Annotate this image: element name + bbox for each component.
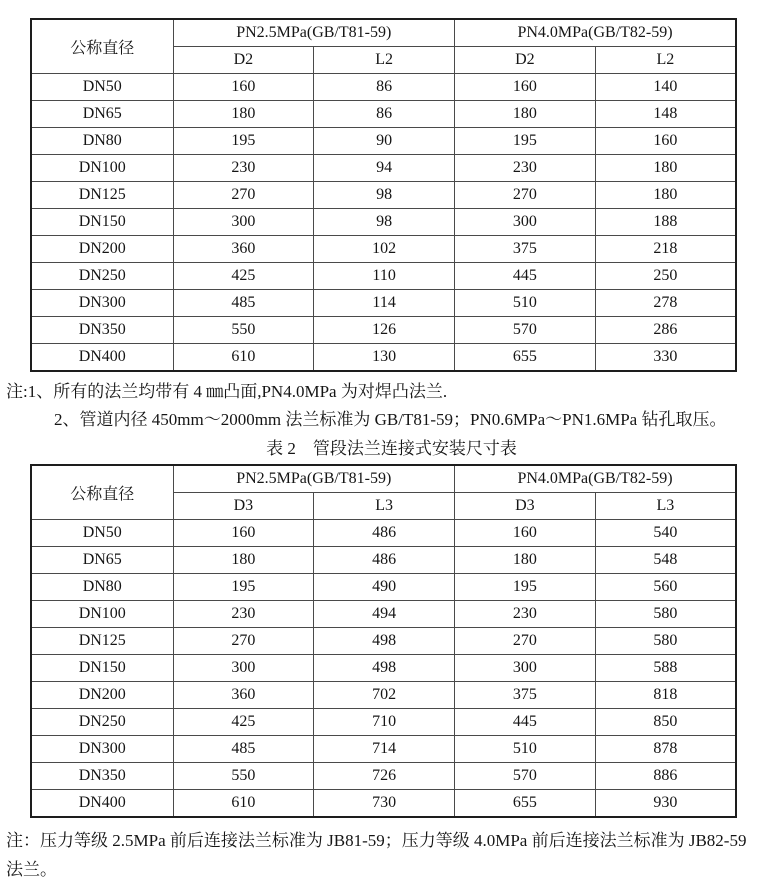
table-row — [31, 520, 736, 547]
dimension-value-cell: 160 — [455, 74, 596, 101]
dimension-value-cell: 300 — [455, 655, 596, 682]
dimension-value-cell: 710 — [314, 709, 455, 736]
dimension-value-cell: 230 — [455, 155, 596, 182]
dimension-value-cell: 818 — [595, 682, 736, 709]
dimension-value-cell: 886 — [595, 763, 736, 790]
nominal-diameter-cell: DN250 — [31, 709, 173, 736]
table-row — [31, 763, 736, 790]
dimension-value-cell: 486 — [314, 547, 455, 574]
dimension-value-cell: 714 — [314, 736, 455, 763]
dimension-value-cell: 548 — [595, 547, 736, 574]
dimension-value-cell: 218 — [595, 236, 736, 263]
dimension-value-cell: 330 — [595, 344, 736, 372]
dimension-value-cell: 878 — [595, 736, 736, 763]
dimension-value-cell: 180 — [455, 547, 596, 574]
dimension-value-cell: 588 — [595, 655, 736, 682]
dimension-value-cell: 610 — [173, 344, 314, 372]
table2-note: 注：压力等级 2.5MPa 前后连接法兰标准为 JB81-59；压力等级 4.0MPa 前后连接法兰标准为 JB82-59 法兰。 — [6, 831, 747, 879]
flange-dimension-table-1 — [30, 18, 737, 372]
table-row — [31, 682, 736, 709]
table2-title: 表 2 管段法兰连接式安装尺寸表 — [266, 439, 517, 458]
table1-note-line-1: 注:1、所有的法兰均带有 4 ㎜凸面,PN4.0MPa 为对焊凸法兰. — [6, 382, 448, 401]
dimension-value-cell: 850 — [595, 709, 736, 736]
dimension-value-cell: 188 — [595, 209, 736, 236]
table2-header-row-1 — [31, 465, 736, 493]
table-row — [31, 574, 736, 601]
nominal-diameter-cell: DN65 — [31, 547, 173, 574]
table2-group-header-pn40: PN4.0MPa(GB/T82-59) — [455, 465, 737, 493]
dimension-value-cell: 250 — [595, 263, 736, 290]
dimension-value-cell: 270 — [455, 628, 596, 655]
dimension-value-cell: 610 — [173, 790, 314, 818]
table2-group-header-pn25: PN2.5MPa(GB/T81-59) — [173, 465, 455, 493]
dimension-value-cell: 195 — [173, 574, 314, 601]
nominal-diameter-cell: DN200 — [31, 236, 173, 263]
table1-subheader-l2-pn40: L2 — [595, 47, 736, 74]
dimension-value-cell: 580 — [595, 601, 736, 628]
dimension-value-cell: 180 — [173, 547, 314, 574]
table-row — [31, 74, 736, 101]
nominal-diameter-cell: DN400 — [31, 344, 173, 372]
table1-note-line-2: 2、管道内径 450mm～2000mm 法兰标准为 GB/T81-59；PN0.6MPa～PN1.6MPa 钻孔取压。 — [54, 410, 727, 429]
table1-group-header-pn25: PN2.5MPa(GB/T81-59) — [173, 19, 455, 47]
dimension-value-cell: 550 — [173, 317, 314, 344]
dimension-value-cell: 570 — [455, 317, 596, 344]
table2-subheader-l3-pn25: L3 — [314, 493, 455, 520]
dimension-value-cell: 102 — [314, 236, 455, 263]
table1-subheader-d2-pn25: D2 — [173, 47, 314, 74]
nominal-diameter-cell: DN150 — [31, 209, 173, 236]
dimension-value-cell: 180 — [455, 101, 596, 128]
table-row — [31, 128, 736, 155]
table2-subheader-d3-pn40: D3 — [455, 493, 596, 520]
dimension-value-cell: 140 — [595, 74, 736, 101]
dimension-value-cell: 86 — [314, 101, 455, 128]
dimension-value-cell: 375 — [455, 236, 596, 263]
nominal-diameter-cell: DN400 — [31, 790, 173, 818]
dimension-value-cell: 86 — [314, 74, 455, 101]
dimension-value-cell: 160 — [455, 520, 596, 547]
table-row — [31, 655, 736, 682]
table-row — [31, 547, 736, 574]
table-row — [31, 290, 736, 317]
dimension-value-cell: 130 — [314, 344, 455, 372]
dimension-value-cell: 90 — [314, 128, 455, 155]
table-row — [31, 263, 736, 290]
nominal-diameter-cell: DN125 — [31, 182, 173, 209]
dimension-value-cell: 510 — [455, 736, 596, 763]
table-row — [31, 155, 736, 182]
table2-corner-header: 公称直径 — [31, 465, 173, 520]
dimension-value-cell: 230 — [173, 601, 314, 628]
dimension-value-cell: 160 — [173, 520, 314, 547]
dimension-value-cell: 930 — [595, 790, 736, 818]
table-row — [31, 790, 736, 818]
dimension-value-cell: 550 — [173, 763, 314, 790]
dimension-value-cell: 195 — [173, 128, 314, 155]
table2-subheader-l3-pn40: L3 — [595, 493, 736, 520]
dimension-value-cell: 560 — [595, 574, 736, 601]
dimension-value-cell: 425 — [173, 263, 314, 290]
dimension-value-cell: 278 — [595, 290, 736, 317]
dimension-value-cell: 486 — [314, 520, 455, 547]
flange-dimension-table-2 — [30, 464, 737, 818]
dimension-value-cell: 300 — [173, 209, 314, 236]
table1-corner-header: 公称直径 — [31, 19, 173, 74]
table-row — [31, 601, 736, 628]
table-row — [31, 344, 736, 372]
dimension-value-cell: 570 — [455, 763, 596, 790]
nominal-diameter-cell: DN350 — [31, 317, 173, 344]
dimension-value-cell: 498 — [314, 655, 455, 682]
dimension-value-cell: 510 — [455, 290, 596, 317]
table1-group-header-pn40: PN4.0MPa(GB/T82-59) — [455, 19, 737, 47]
table-row — [31, 317, 736, 344]
nominal-diameter-cell: DN250 — [31, 263, 173, 290]
table1-subheader-l2-pn25: L2 — [314, 47, 455, 74]
dimension-value-cell: 180 — [173, 101, 314, 128]
dimension-value-cell: 494 — [314, 601, 455, 628]
nominal-diameter-cell: DN100 — [31, 601, 173, 628]
nominal-diameter-cell: DN200 — [31, 682, 173, 709]
dimension-value-cell: 485 — [173, 290, 314, 317]
dimension-value-cell: 300 — [455, 209, 596, 236]
table2-subheader-d3-pn25: D3 — [173, 493, 314, 520]
table-row — [31, 236, 736, 263]
dimension-value-cell: 160 — [173, 74, 314, 101]
table-row — [31, 628, 736, 655]
nominal-diameter-cell: DN65 — [31, 101, 173, 128]
dimension-value-cell: 195 — [455, 574, 596, 601]
dimension-value-cell: 270 — [173, 182, 314, 209]
dimension-value-cell: 270 — [173, 628, 314, 655]
dimension-value-cell: 655 — [455, 344, 596, 372]
dimension-value-cell: 498 — [314, 628, 455, 655]
dimension-value-cell: 270 — [455, 182, 596, 209]
dimension-value-cell: 126 — [314, 317, 455, 344]
nominal-diameter-cell: DN125 — [31, 628, 173, 655]
dimension-value-cell: 485 — [173, 736, 314, 763]
table-row — [31, 736, 736, 763]
dimension-value-cell: 286 — [595, 317, 736, 344]
dimension-value-cell: 726 — [314, 763, 455, 790]
table1-header-row-1 — [31, 19, 736, 47]
dimension-value-cell: 195 — [455, 128, 596, 155]
dimension-value-cell: 98 — [314, 209, 455, 236]
nominal-diameter-cell: DN50 — [31, 520, 173, 547]
nominal-diameter-cell: DN300 — [31, 736, 173, 763]
nominal-diameter-cell: DN150 — [31, 655, 173, 682]
dimension-value-cell: 655 — [455, 790, 596, 818]
nominal-diameter-cell: DN100 — [31, 155, 173, 182]
dimension-value-cell: 230 — [455, 601, 596, 628]
nominal-diameter-cell: DN50 — [31, 74, 173, 101]
nominal-diameter-cell: DN80 — [31, 128, 173, 155]
dimension-value-cell: 94 — [314, 155, 455, 182]
dimension-value-cell: 360 — [173, 682, 314, 709]
dimension-value-cell: 114 — [314, 290, 455, 317]
dimension-value-cell: 98 — [314, 182, 455, 209]
table-row — [31, 101, 736, 128]
dimension-value-cell: 230 — [173, 155, 314, 182]
dimension-value-cell: 360 — [173, 236, 314, 263]
nominal-diameter-cell: DN300 — [31, 290, 173, 317]
dimension-value-cell: 180 — [595, 182, 736, 209]
table-row — [31, 709, 736, 736]
table-row — [31, 182, 736, 209]
dimension-value-cell: 425 — [173, 709, 314, 736]
nominal-diameter-cell: DN80 — [31, 574, 173, 601]
dimension-value-cell: 490 — [314, 574, 455, 601]
dimension-value-cell: 300 — [173, 655, 314, 682]
dimension-value-cell: 375 — [455, 682, 596, 709]
dimension-value-cell: 702 — [314, 682, 455, 709]
dimension-value-cell: 540 — [595, 520, 736, 547]
dimension-value-cell: 445 — [455, 263, 596, 290]
table1-subheader-d2-pn40: D2 — [455, 47, 596, 74]
dimension-value-cell: 445 — [455, 709, 596, 736]
table-row — [31, 209, 736, 236]
dimension-value-cell: 160 — [595, 128, 736, 155]
dimension-value-cell: 180 — [595, 155, 736, 182]
nominal-diameter-cell: DN350 — [31, 763, 173, 790]
table1-notes — [6, 378, 766, 434]
dimension-value-cell: 148 — [595, 101, 736, 128]
dimension-value-cell: 580 — [595, 628, 736, 655]
dimension-value-cell: 110 — [314, 263, 455, 290]
dimension-value-cell: 730 — [314, 790, 455, 818]
